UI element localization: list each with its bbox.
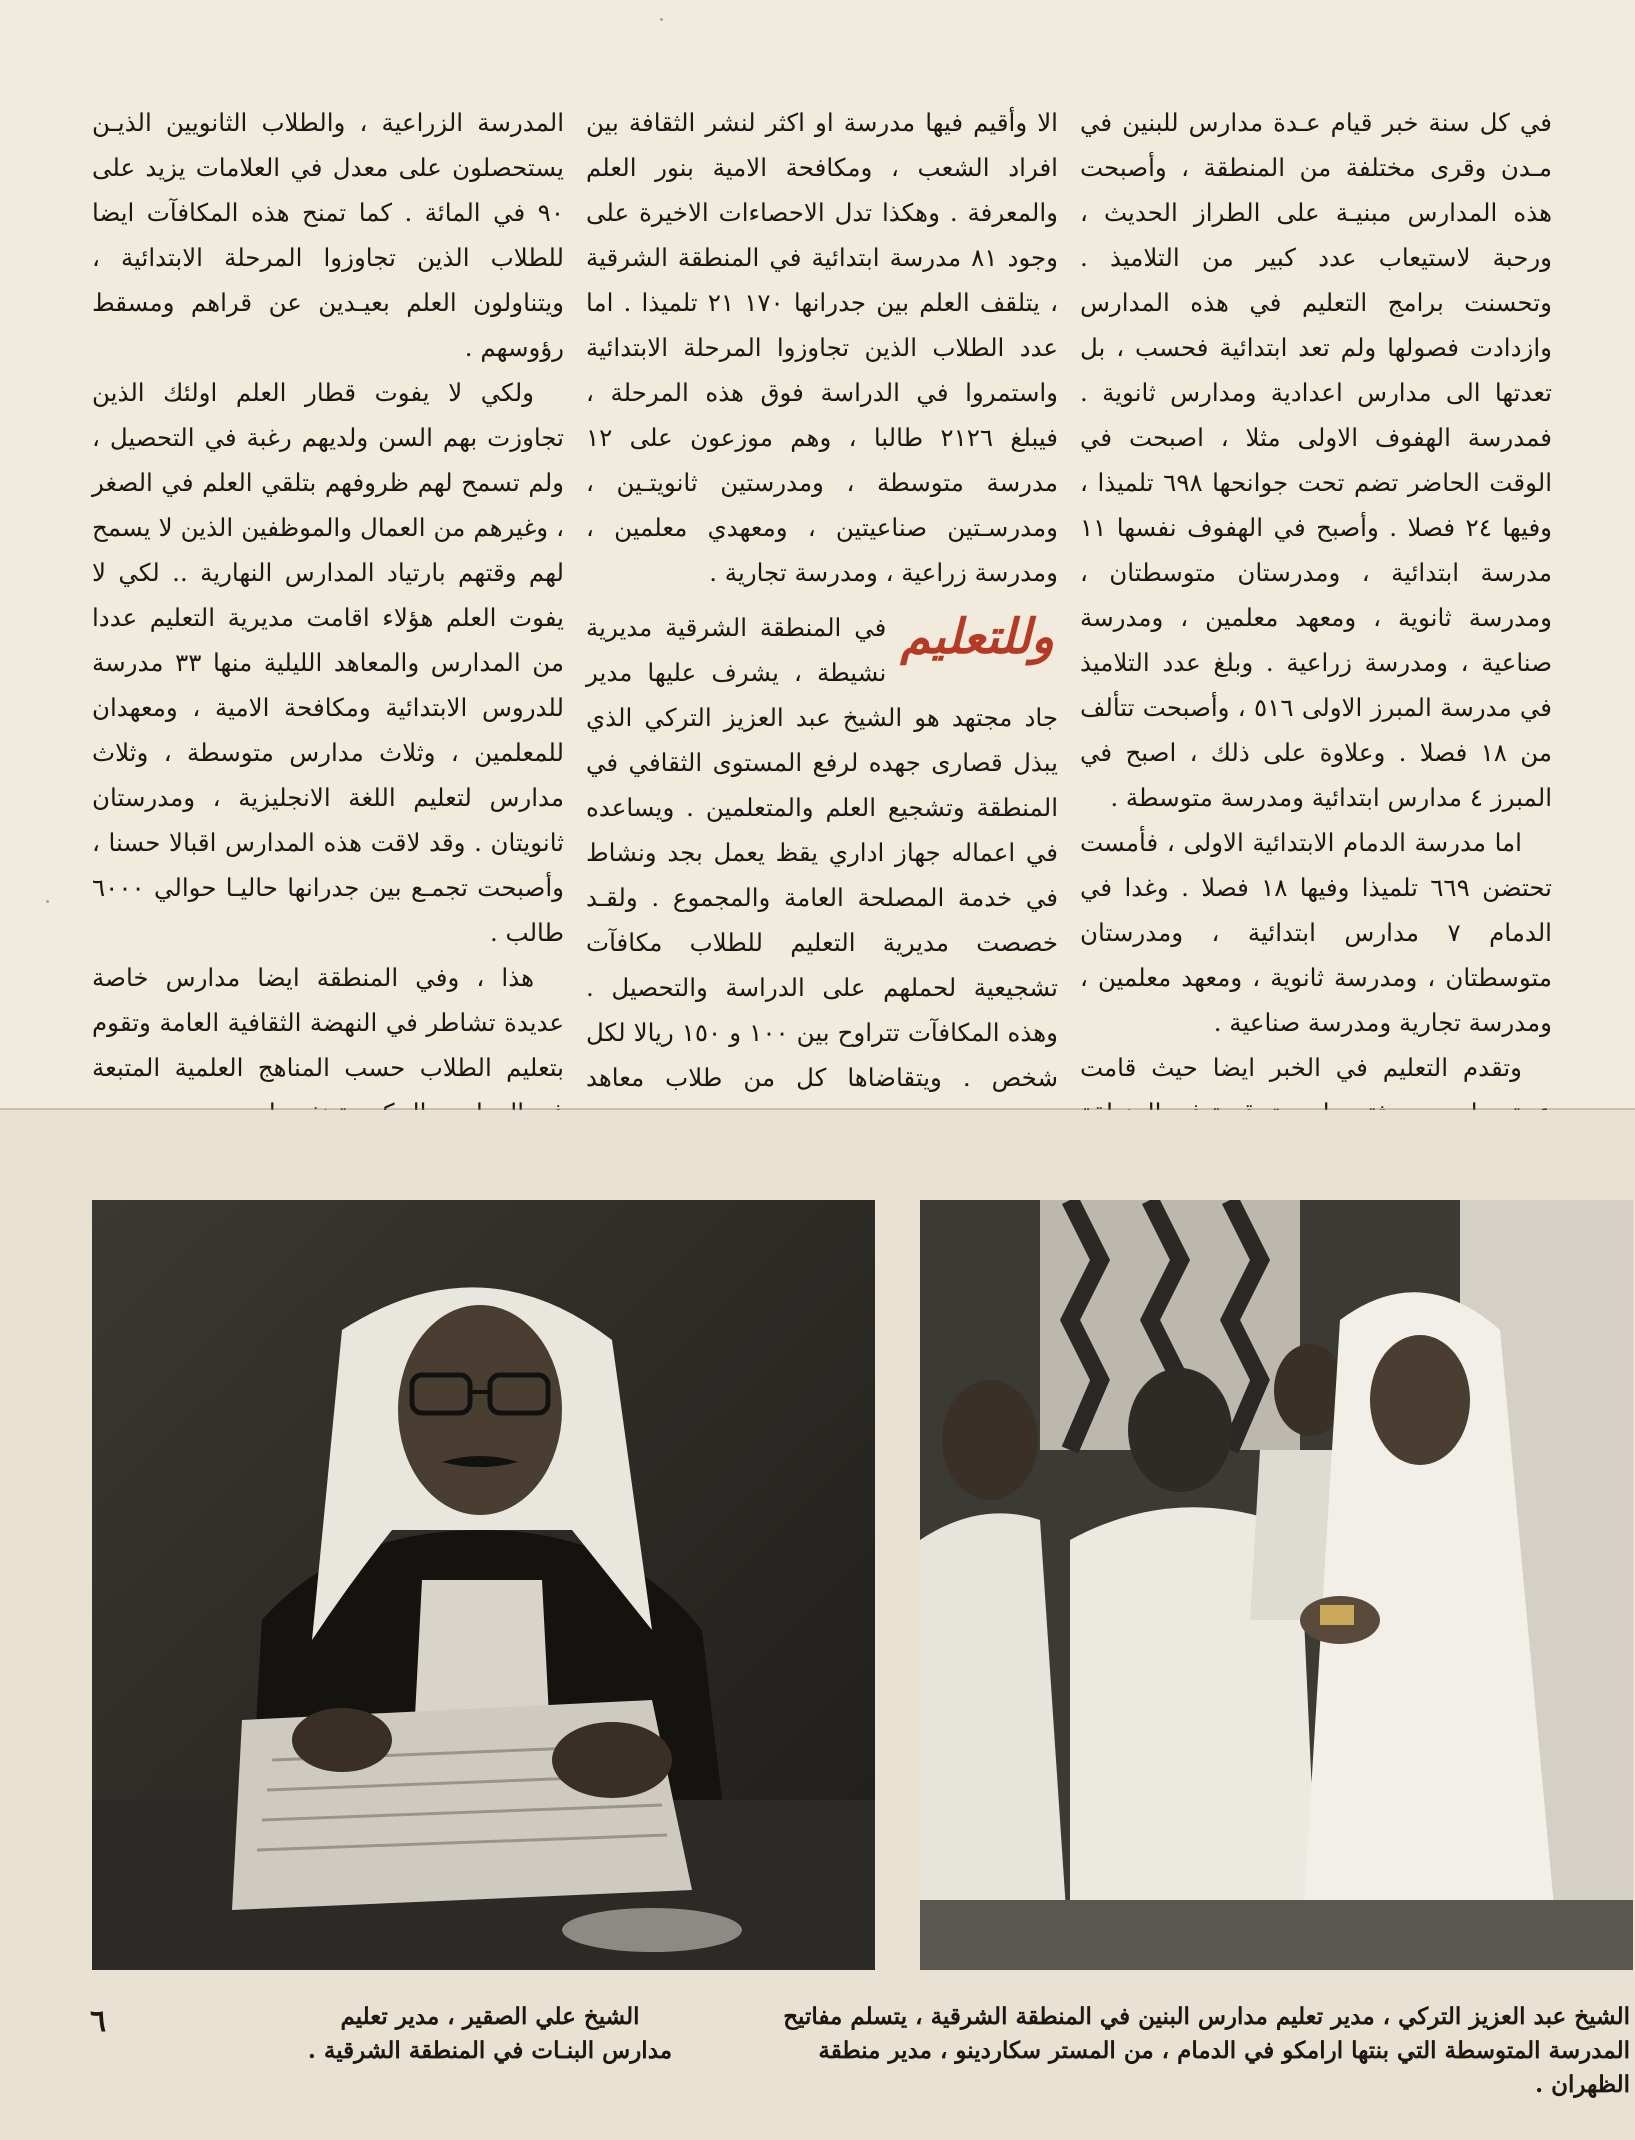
paragraph: في كل سنة خبر قيام عـدة مدارس للبنين في مـدن وقرى مختلفة من المنطقة ، وأصبحت هذه المدارس مبنيـة على الطراز الحديث ، ورحبة لاستيعاب عدد كبير من التلاميذ . وتحسنت برامج التعليم في هذه المدارس وازدادت فصولها ولم تعد ابتدائية فحسب ، بل تعدتها الى مدارس اعدادية ومدارس ثانوية . فمدرسة الهفوف الاولى مثلا ، اصبحت في الوقت الحاضر تضم تحت جوانحها ٦٩٨ تلميذا ، وفيها ٢٤ فصلا . وأصبح في الهفوف نفسها ١١ مدرسة ابتدائية ، ومدرستان متوسطتان ، ومدرسة ثانوية ، ومعهد معلمين ، ومدرسة صناعية ، ومدرسة زراعية . وبلغ عدد التلاميذ في مدرسة المبرز الاولى ٥١٦ ، وأصبحت تتألف من ١٨ فصلا . وعلاوة على ذلك ، اصبح في المبرز ٤ مدارس ابتدائية ومدرسة متوسطة . <box>1080 108 1553 812</box>
photo-seated-official <box>92 1200 875 1970</box>
paragraph: في المنطقة الشرقية مديرية نشيطة ، يشرف عليها مدير جاد مجتهد هو الشيخ عبد العزيز التركي الذي يبذل قصارى جهده لرفع المستوى الثقافي في المنطقة وتشجيع العلم والمتعلمين . ويساعده في اعماله جهاز اداري يقظ يعمل بجد ونشاط في خدمة المصلحة العامة والمجموع . ولقـد خصصت مديرية التعليم للطلاب مكافآت تشجيعية لحملهم على الدراسة والتحصيل . وهذه المكافآت تتراوح بين ١٠٠ و ١٥٠ ريالا لكل شخص . ويتقاضاها كل من طلاب معاهد <box>586 613 1058 1092</box>
caption-line: الشيخ علي الصقير ، مدير تعليم <box>340 2003 640 2030</box>
caption-line: مدارس البنـات في المنطقة الشرقية . <box>307 2037 673 2064</box>
section-block <box>586 605 1058 1190</box>
print-speck <box>46 900 49 903</box>
caption-left-photo <box>300 2000 680 2068</box>
paragraph: المدرسة الزراعية ، والطلاب الثانويين الذيـن يستحصلون على معدل في العلامات يزيد على ٩٠ في المائة . كما تمنح هذه المكافآت ايضا للطلاب الذين تجاوزوا المرحلة الابتدائية ، ويتناولون العلم بعيـدين عن قراهم ومسقط رؤوسهم . <box>92 108 564 362</box>
print-speck <box>660 18 663 21</box>
caption-line: الشيخ عبد العزيز التركي ، مدير تعليم مدارس البنين في المنطقة الشرقية ، يتسلم مفاتيح <box>783 2003 1630 2030</box>
column-right <box>1080 100 1552 1190</box>
caption-line: المدرسة المتوسطة التي بنتها ارامكو في الدمام ، من المستر سكاردينو ، مدير منطقة الظهران . <box>818 2037 1630 2098</box>
article-columns <box>92 100 1552 1190</box>
column-middle <box>586 100 1058 1190</box>
section-heading: وللتعليم <box>900 609 1054 665</box>
paragraph: وتقدم التعليم في الخبر ايضا حيث قامت <box>1080 1053 1522 1082</box>
caption-right-photo <box>770 2000 1630 2102</box>
paragraph: اما مدرسة الدمام الابتدائية الاولى ، فأمست تحتضن ٦٦٩ تلميذا وفيها ١٨ فصلا . وغدا في الدمام ٧ مدارس ابتدائية ، ومدرستان متوسطتان ، ومدرسة ثانوية ، ومعهد معلمين ، ومدرسة تجارية ومدرسة صناعية . <box>1080 828 1552 1037</box>
page-number: ٦ <box>90 2004 107 2039</box>
paragraph: هذا ، وفي المنطقة ايضا مدارس خاصة عديدة تشاطر في النهضة الثقافية العامة وتقوم بتعليم الطلاب حسب المناهج العلمية المتبعة <box>92 963 564 1082</box>
column-left <box>92 100 564 1190</box>
paragraph: ولكي لا يفوت قطار العلم اولئك الذين تجاوزت بهم السن ولديهم رغبة في التحصيل ، ولم تسمح لهم ظروفهم بتلقي العلم في الصغر ، وغيرهم من العمال والموظفين الذين لا يسمح لهم وقتهم بارتياد المدارس النهارية .. لكي لا يفوت العلم هؤلاء اقامت مديرية التعليم عددا من المدارس والمعاهد الليلية منها ٣٣ مدرسة للدروس الابتدائية ومكافحة الامية ، ومعهدان للمعلمين ، وثلاث مدارس متوسطة ، وثلاث مدارس لتعليم اللغة الانجليزية ، ومدرستان ثانويتان . وقد لاقت هذه المدارس اقبالا حسنا ، وأصبحت تجمـع بين جدرانها حاليـا حوالي ٦٠٠٠ طالب . <box>92 378 564 947</box>
paragraph: الا وأقيم فيها مدرسة او اكثر لنشر الثقافة بين افراد الشعب ، ومكافحة الامية بنور العلم والمعرفة . وهكذا تدل الاحصاءات الاخيرة على وجود ٨١ مدرسة ابتدائية في المنطقة الشرقية ، يتلقف العلم بين جدرانها ١٧٠ ٢١ تلميذا . اما عدد الطلاب الذين تجاوزوا المرحلة الابتدائية واستمروا في الدراسة فوق هذه المرحلة ، فيبلغ ٢١٢٦ طالبا ، وهم موزعون على ١٢ مدرسة متوسطة ، ومدرستين ثانويتـين ، ومدرسـتين صناعيتين ، ومعهدي معلمين ، ومدرسة زراعية ، ومدرسة تجارية . <box>586 108 1058 587</box>
photo-keys-handover <box>920 1200 1633 1970</box>
